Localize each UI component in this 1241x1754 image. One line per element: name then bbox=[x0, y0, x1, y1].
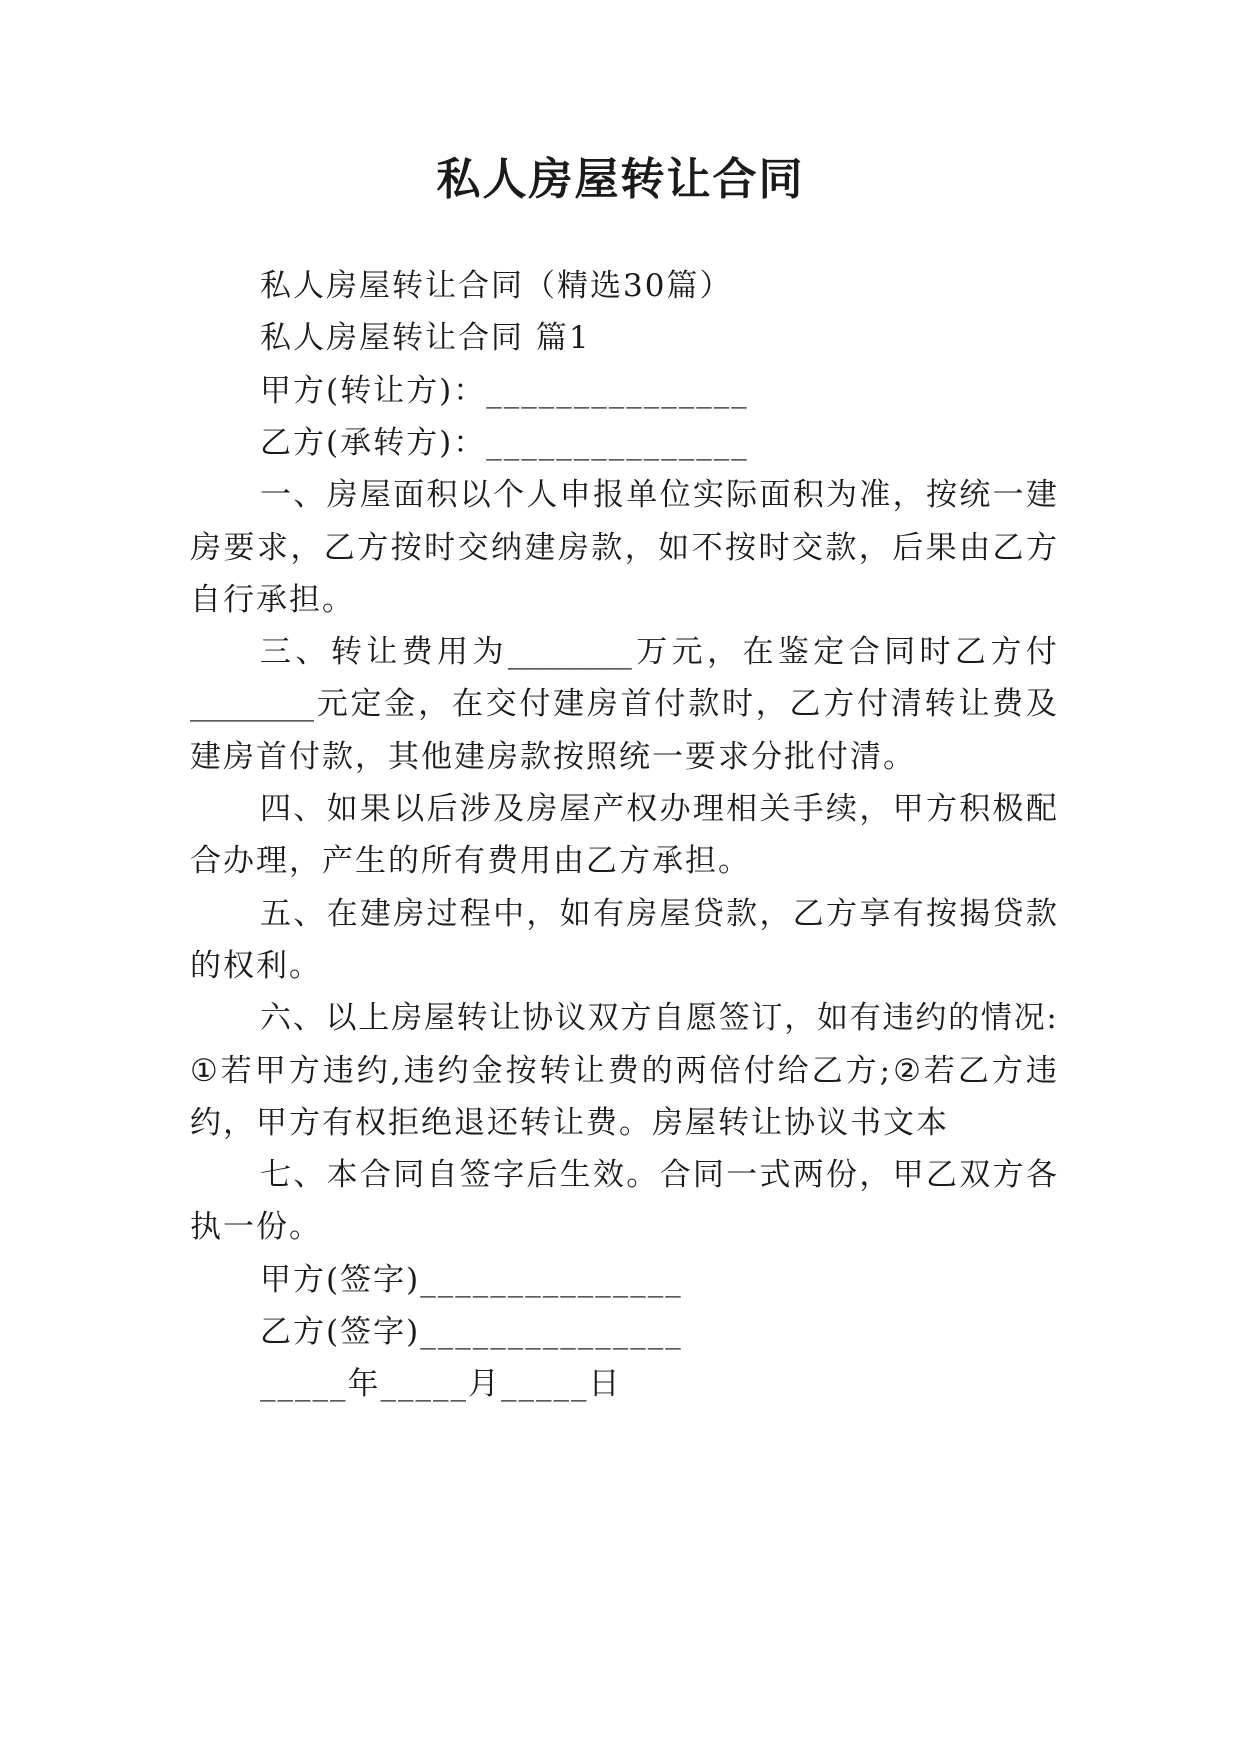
body-line: ① 若 甲 方 违 约 , 违 约 金 按 转 让 费 的 两 倍 付 给 乙 方 ; ② 若 乙 方 违 bbox=[190, 1052, 1057, 1089]
body-line: 约，甲方有权拒绝退还转让费。房屋转让协议书文本 bbox=[190, 1104, 949, 1141]
body-line: 七 、 本 合 同 自 签 字 后 生 效 。 合 同 一 式 两 份 ， 甲 乙 双 方 各 bbox=[260, 1157, 1057, 1194]
document-title: 私人房屋转让合同 bbox=[436, 154, 805, 205]
body-line: _____年_____月_____日 bbox=[260, 1366, 622, 1403]
body-line: 自行承担。 bbox=[190, 581, 355, 618]
body-line: 六 、 以 上 房 屋 转 让 协 议 双 方 自 愿 签 订 ， 如 有 违 约 的 情 况 : bbox=[260, 1000, 1057, 1037]
body-line: 乙方(签字)_______________ bbox=[260, 1314, 683, 1350]
body-line: 五 、 在 建 房 过 程 中 ， 如 有 房 屋 贷 款 ， 乙 方 享 有 按 揭 贷 款 bbox=[260, 895, 1057, 932]
body-line: 一 、 房 屋 面 积 以 个 人 申 报 单 位 实 际 面 积 为 准 ， 按 统 一 建 bbox=[260, 477, 1057, 514]
body-line: 房 要 求 ， 乙 方 按 时 交 纳 建 房 款 ， 如 不 按 时 交 款 ， 后 果 由 乙 方 bbox=[190, 529, 1057, 566]
body-line: 三 、 转 让 费 用 为 ________ 万 元 ， 在 鉴 定 合 同 时 乙 方 付 bbox=[260, 634, 1057, 671]
body-line: 甲方(转让方)：_______________ bbox=[260, 372, 749, 409]
body-line: 合办理，产生的所有费用由乙方承担。 bbox=[190, 843, 751, 880]
body-line: ________ 元 定 金 ， 在 交 付 建 房 首 付 款 时 ， 乙 方 付 清 转 让 费 及 bbox=[190, 686, 1057, 723]
body-line: 建房首付款，其他建房款按照统一要求分批付清。 bbox=[190, 738, 916, 775]
body-line: 私人房屋转让合同（精选30篇） bbox=[260, 268, 733, 304]
body-line: 执一份。 bbox=[190, 1209, 322, 1246]
body-line: 私人房屋转让合同 篇1 bbox=[260, 320, 591, 357]
body-line: 的权利。 bbox=[190, 947, 322, 984]
body-line: 乙方(承转方)：_______________ bbox=[260, 424, 749, 461]
body-line: 甲方(签字)_______________ bbox=[260, 1261, 683, 1298]
body-line: 四 、 如 果 以 后 涉 及 房 屋 产 权 办 理 相 关 手 续 ， 甲 方 积 极 配 bbox=[260, 791, 1057, 827]
